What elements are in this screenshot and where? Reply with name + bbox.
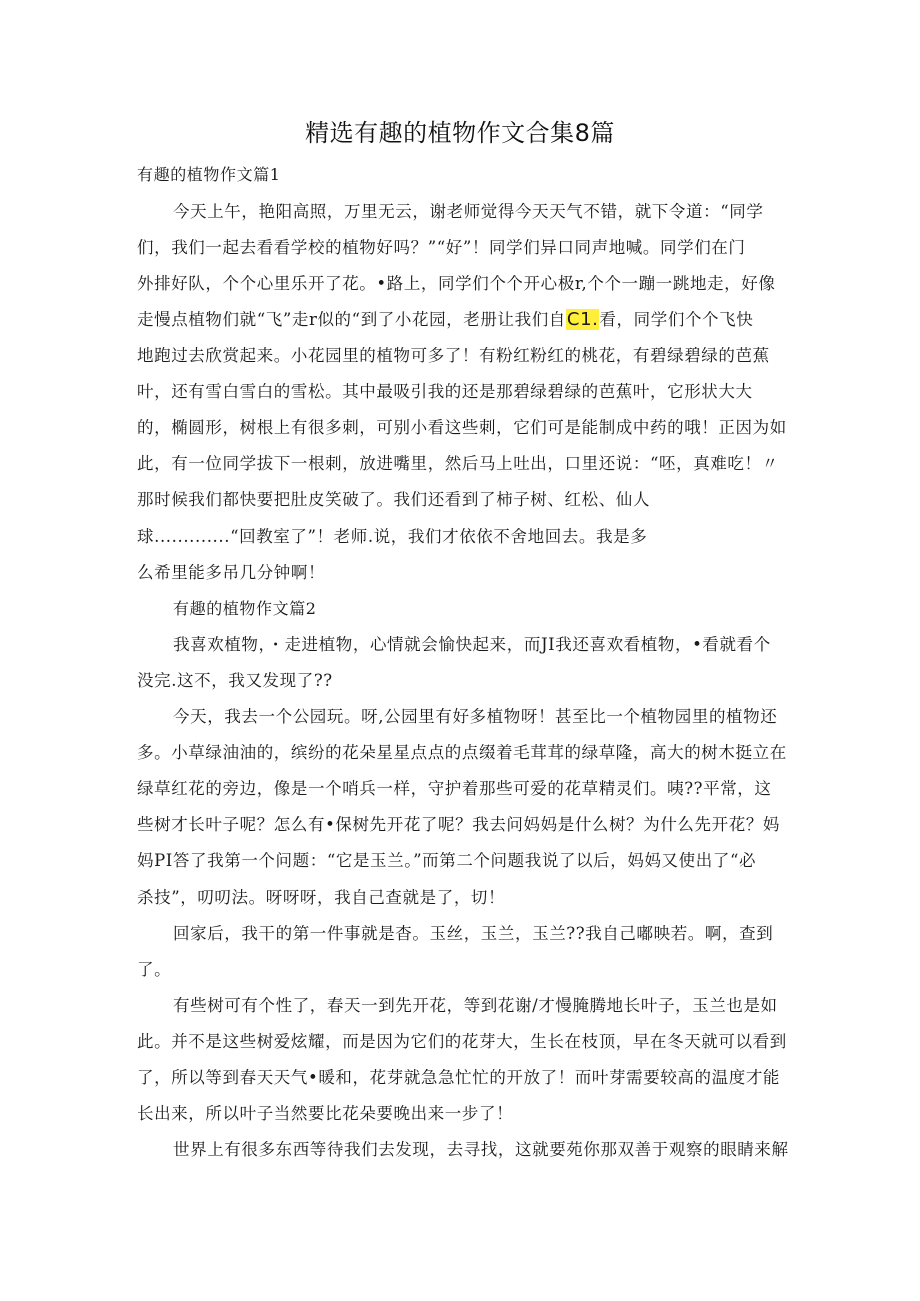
- text-line: 妈PI答了我第一个问题：“它是玉兰。”而第二个问题我说了以后，妈妈又使出了“必: [137, 851, 757, 870]
- text-line: 么希里能多吊几分钟啊！: [137, 563, 326, 582]
- section-heading-1: 有趣的植物作文篇1: [137, 165, 281, 184]
- text-segment: 看，同学们个个飞快: [599, 310, 754, 329]
- text-line: 长出来，所以叶子当然要比花朵要晚出来一步了！: [137, 1104, 514, 1123]
- text-line: 球.............“回教室了”！老师.说，我们才依依不舍地回去。我是多: [137, 527, 648, 546]
- text-line: 回家后，我干的第一件事就是杳。玉丝，玉兰，玉兰??我自己嘟映若。啊，查到: [173, 924, 774, 943]
- highlighted-text: C1.: [566, 309, 599, 330]
- text-line: 些树才长叶子呢？怎么有•保树先开花了呢？我去问妈妈是什么树？为什么先开花？妈: [137, 815, 781, 834]
- document-title: 精选有趣的植物作文合集8篇: [305, 119, 615, 147]
- text-line: 了，所以等到春天天气•暖和，花芽就急急忙忙的开放了！而叶芽需要较高的温度才能: [137, 1068, 781, 1087]
- text-line: 今天，我去一个公园玩。呀,公园里有好多植物呀！甚至比一个植物园里的植物还: [173, 707, 778, 726]
- text-line: 此，有一位同学拔下一根刺，放进嘴里，然后马上吐出，口里还说：“呸，真难吃！〃: [137, 454, 779, 473]
- text-line: 的，椭圆形，树根上有很多刺，可别小看这些刺，它们可是能制成中药的哦！正因为如: [137, 418, 787, 437]
- text-line: 没完.这不，我又发现了??: [137, 671, 333, 690]
- text-line: 我喜欢植物，・走进植物，心情就会愉快起来，而JI我还喜欢看植物，•看就看个: [173, 635, 771, 654]
- text-line: 了。: [137, 960, 172, 979]
- text-line: 世界上有很多东西等待我们去发现，去寻找，这就要苑你那双善于观察的眼睛来解: [173, 1140, 789, 1159]
- text-line: 此。并不是这些树爱炫耀，而是因为它们的花芽大，生长在枝顶，早在冬天就可以看到: [137, 1032, 787, 1051]
- text-line: 地跑过去欣赏起来。小花园里的植物可多了！有粉红粉红的桃花，有碧绿碧绿的芭蕉: [137, 346, 770, 365]
- text-line: 多。小草绿油油的，缤纷的花朵星星点点的点缀着毛茸茸的绿草隆，高大的树木挺立在: [137, 743, 787, 762]
- text-line: 那时候我们都快要把肚皮笑破了。我们还看到了柿子树、红松、仙人: [137, 490, 650, 509]
- text-segment: 走慢点植物们就“飞”走r似的“到了小花园，老册让我们自: [137, 310, 566, 329]
- text-line: 有些树可有个性了，春天一到先开花，等到花谢/才慢腌腾地长叶子，玉兰也是如: [173, 996, 778, 1015]
- text-line: 绿草红花的旁边，像是一个哨兵一样，守护着那些可爱的花草精灵们。咦??平常，这: [137, 779, 772, 798]
- text-line: [137, 308, 753, 332]
- section-heading-2: 有趣的植物作文篇2: [173, 599, 317, 618]
- text-line: 们，我们一起去看看学校的植物好吗？”“好”！同学们异口同声地喊。同学们在门: [137, 238, 746, 257]
- text-line: 杀技”，叨叨法。呀呀呀，我自己查就是了，切！: [137, 888, 506, 907]
- text-line: 今天上午，艳阳高照，万里无云，谢老师觉得今天天气不错，就下令道：“同学: [173, 202, 764, 221]
- text-line: 外排好队，个个心里乐开了花。•路上，同学们个个开心极r,个个一蹦一跳地走，好像: [137, 274, 776, 293]
- text-line: 叶，还有雪白雪白的雪松。其中最吸引我的还是那碧绿碧绿的芭蕉叶，它形状大大: [137, 382, 753, 401]
